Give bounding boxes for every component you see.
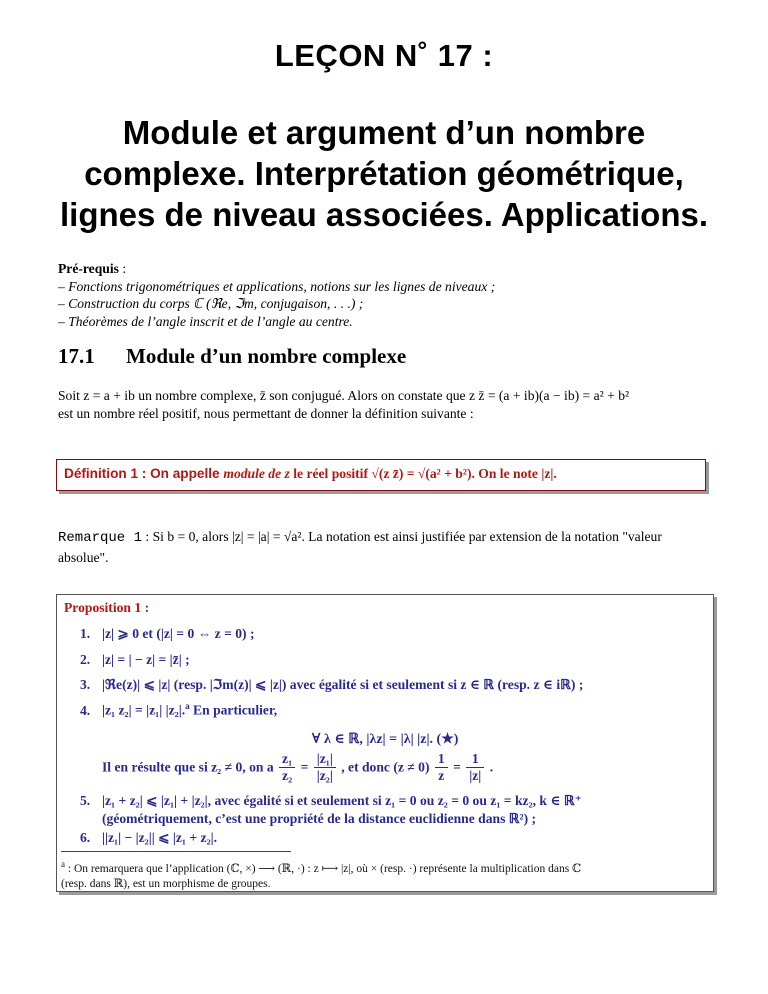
main-title [40, 112, 728, 235]
footnote: $^a$ : On remarquera que l’application (ℂ, ×) ⟶ (ℝ, ·) : z ⟼ |z|, où × (resp. ·) représente la multiplication dans ℂ (resp. dans ℝ), est un morphisme de groupes. [61, 859, 582, 890]
prereq-item: – Fonctions trigonométriques et applications, notions sur les lignes de niveaux ; [58, 278, 496, 294]
footnote-rule [61, 851, 291, 852]
section-number: 17.1 [58, 344, 95, 368]
proposition-item: 4. |z₁ z₂| = |z₁| |z₂|.$^a$ En particulier, [80, 701, 278, 718]
proposition-item: 3. |ℜe(z)| ⩽ |z| (resp. |ℑm(z)| ⩽ |z|) avec égalité si et seulement si z ∈ ℝ (resp. z ∈ iℝ) ; [80, 677, 584, 692]
remark-text-cont: absolue". [58, 550, 109, 565]
consequence-line: Il en résulte que si z₂ ≠ 0, on a $\frac{\text{z₁}}{\text{z₂}}$ = $\frac{\text{|z₁|}}{\text{|z₂|}}$ , et donc (z ≠ 0) $\frac{1}{z}$ = $\frac{1}{|z|}$ . [102, 751, 494, 783]
star-formula: ∀ λ ∈ ℝ, |λz| = |λ| |z|. (★) [311, 732, 459, 747]
definition-box [56, 459, 706, 491]
fraction: $\frac{\text{z₁}}{\text{z₂}}$ [279, 751, 295, 784]
section-title: Module d’un nombre complexe [126, 344, 407, 368]
intro-line: est un nombre réel positif, nous permettant de donner la définition suivante : [58, 406, 474, 421]
lesson-title: LEÇON N˚ 17 : [274, 38, 494, 73]
footnote-ref: a [185, 701, 190, 711]
fraction: $\frac{1}{z}$ [435, 751, 448, 784]
prereq-colon: : [118, 261, 127, 276]
prereq-item: – Construction du corps ℂ (ℜe, ℑm, conjugaison, . . .) ; [58, 296, 364, 311]
proposition-item: 1. |z| ⩾ 0 et (|z| = 0 ⇔ z = 0) ; [80, 626, 255, 641]
proposition-box [56, 594, 714, 892]
proposition-item-cont: (géométriquement, c’est une propriété de la distance euclidienne dans ℝ²) ; [102, 811, 537, 826]
prereq-heading: Pré-requis [58, 261, 119, 276]
intro-paragraph [58, 387, 718, 423]
definition-tail: le réel positif √(z z̄) = √(a² + b²). On le note |z|. [289, 466, 557, 481]
proposition-item: 2. |z| = | − z| = |z̄| ; [80, 652, 190, 667]
fraction: $\frac{1}{|z|}$ [466, 751, 484, 784]
prereq-item: – Théorèmes de l’angle inscrit et de l’angle au centre. [58, 313, 353, 329]
intro-line: Soit z = a + ib un nombre complexe, z̄ son conjugué. Alors on constate que z z̄ = (a + ib)(a − ib) = a² + b² [58, 388, 630, 403]
prerequisites [58, 260, 718, 330]
proposition-item: 5. |z₁ + z₂| ⩽ |z₁| + |z₂|, avec égalité si et seulement si z₁ = 0 ou z₂ = 0 ou z₁ = kz₂, k ∈ ℝ⁺ [80, 793, 582, 808]
title-line: Module et argument d’un nombre [122, 114, 646, 151]
remark-text: : Si b = 0, alors |z| = |a| = √a². La notation est ainsi justifiée par extension de la notation "valeur [142, 529, 662, 544]
proposition-title: Proposition 1 : [64, 600, 150, 615]
definition-term: module de z [223, 466, 290, 481]
remark-label: Remarque 1 [58, 530, 143, 546]
title-line: lignes de niveau associées. Applications. [59, 196, 708, 233]
footnote-mark: a [61, 859, 65, 869]
definition-head: Définition 1 : On appelle [64, 466, 224, 481]
section-heading [58, 344, 406, 369]
remark [58, 527, 718, 567]
title-line: complexe. Interprétation géométrique, [84, 155, 684, 192]
proposition-item: 6. ||z₁| − |z₂|| ⩽ |z₁ + z₂|. [80, 830, 218, 845]
fraction: $\frac{\text{|z₁|}}{\text{|z₂|}}$ [314, 751, 336, 784]
